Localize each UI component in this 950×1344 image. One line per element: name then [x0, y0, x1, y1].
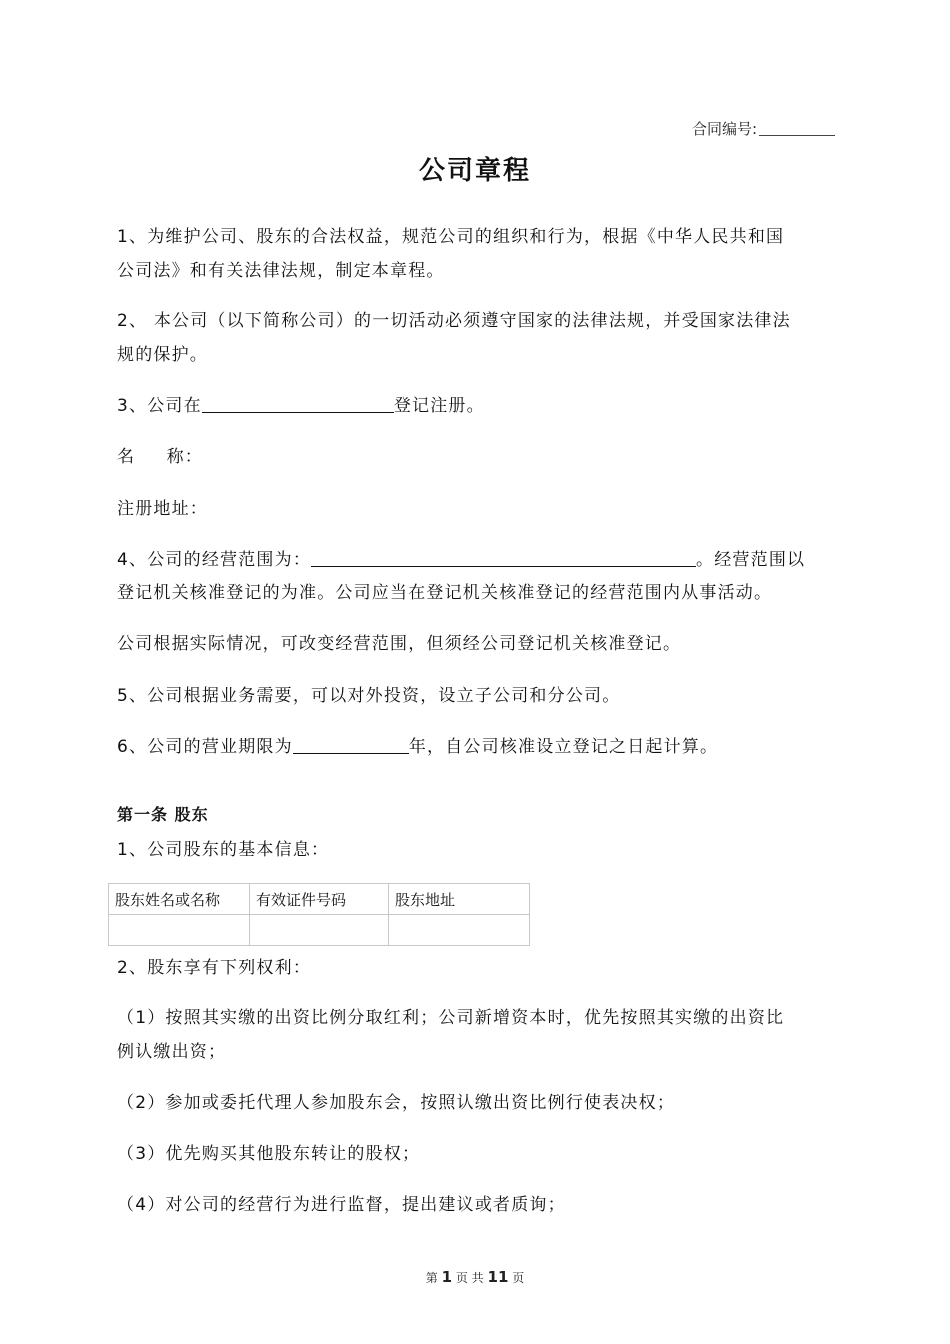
paragraph-2-line-1: 2、 本公司（以下简称公司）的一切活动必须遵守国家的法律法规，并受国家法律法 — [117, 311, 791, 331]
table-row — [109, 915, 530, 946]
business-scope-blank — [311, 550, 696, 567]
table-cell — [389, 915, 530, 946]
contract-number — [692, 118, 835, 139]
company-name-label: 名 称： — [117, 447, 204, 467]
paragraph-3-prefix: 3、公司在 — [117, 396, 202, 416]
paragraph-4-line-1 — [117, 545, 805, 570]
paragraph-4-line-2: 登记机关核准登记的为准。公司应当在登记机关核准登记的经营范围内从事活动。 — [117, 583, 773, 603]
section-1-heading: 第一条 股东 — [117, 805, 209, 824]
column-header-address: 股东地址 — [389, 884, 530, 915]
shareholder-table — [108, 883, 530, 946]
right-4: （4）对公司的经营行为进行监督，提出建议或者质询； — [117, 1195, 566, 1215]
right-3: （3）优先购买其他股东转让的股权； — [117, 1144, 421, 1164]
paragraph-3 — [117, 391, 485, 416]
paragraph-4-suffix: 。经营范围以 — [696, 550, 806, 570]
registered-address-label: 注册地址： — [117, 499, 208, 519]
section-1-item-2: 2、股东享有下列权利： — [117, 958, 312, 978]
page-footer — [0, 1268, 950, 1286]
column-header-id-number: 有效证件号码 — [250, 884, 389, 915]
page-prefix: 第 — [425, 1271, 438, 1285]
paragraph-4b: 公司根据实际情况，可改变经营范围，但须经公司登记机关核准登记。 — [117, 634, 682, 654]
section-1-item-1: 1、公司股东的基本信息： — [117, 840, 330, 860]
paragraph-1-line-1: 1、为维护公司、股东的合法权益，规范公司的组织和行为，根据《中华人民共和国 — [117, 227, 785, 247]
total-page-number: 11 — [487, 1268, 509, 1286]
table-cell — [250, 915, 389, 946]
right-1-line-1: （1）按照其实缴的出资比例分取红利；公司新增资本时，优先按照其实缴的出资比 — [117, 1008, 785, 1028]
paragraph-1-line-2: 公司法》和有关法律法规，制定本章程。 — [117, 261, 445, 281]
registration-authority-blank — [202, 396, 394, 413]
paragraph-2-line-2: 规的保护。 — [117, 345, 208, 365]
paragraph-5: 5、公司根据业务需要，可以对外投资，设立子公司和分公司。 — [117, 686, 621, 706]
right-2: （2）参加或委托代理人参加股东会，按照认缴出资比例行使表决权； — [117, 1093, 676, 1113]
column-header-name: 股东姓名或名称 — [109, 884, 250, 915]
paragraph-6 — [117, 732, 718, 757]
current-page-number: 1 — [441, 1268, 453, 1286]
page-mid: 页 共 — [455, 1271, 484, 1285]
document-title: 公司章程 — [418, 156, 531, 186]
contract-number-blank — [759, 121, 835, 136]
table-cell — [109, 915, 250, 946]
paragraph-3-suffix: 登记注册。 — [393, 396, 485, 416]
paragraph-4-prefix: 4、公司的经营范围为： — [117, 550, 312, 570]
business-term-blank — [293, 737, 409, 754]
right-1-line-2: 例认缴出资； — [117, 1042, 227, 1062]
contract-number-label: 合同编号: — [691, 120, 757, 138]
table-header-row — [109, 884, 530, 915]
paragraph-6-suffix: 年，自公司核准设立登记之日起计算。 — [408, 737, 719, 757]
paragraph-6-prefix: 6、公司的营业期限为 — [117, 737, 293, 757]
page-suffix: 页 — [512, 1271, 525, 1285]
